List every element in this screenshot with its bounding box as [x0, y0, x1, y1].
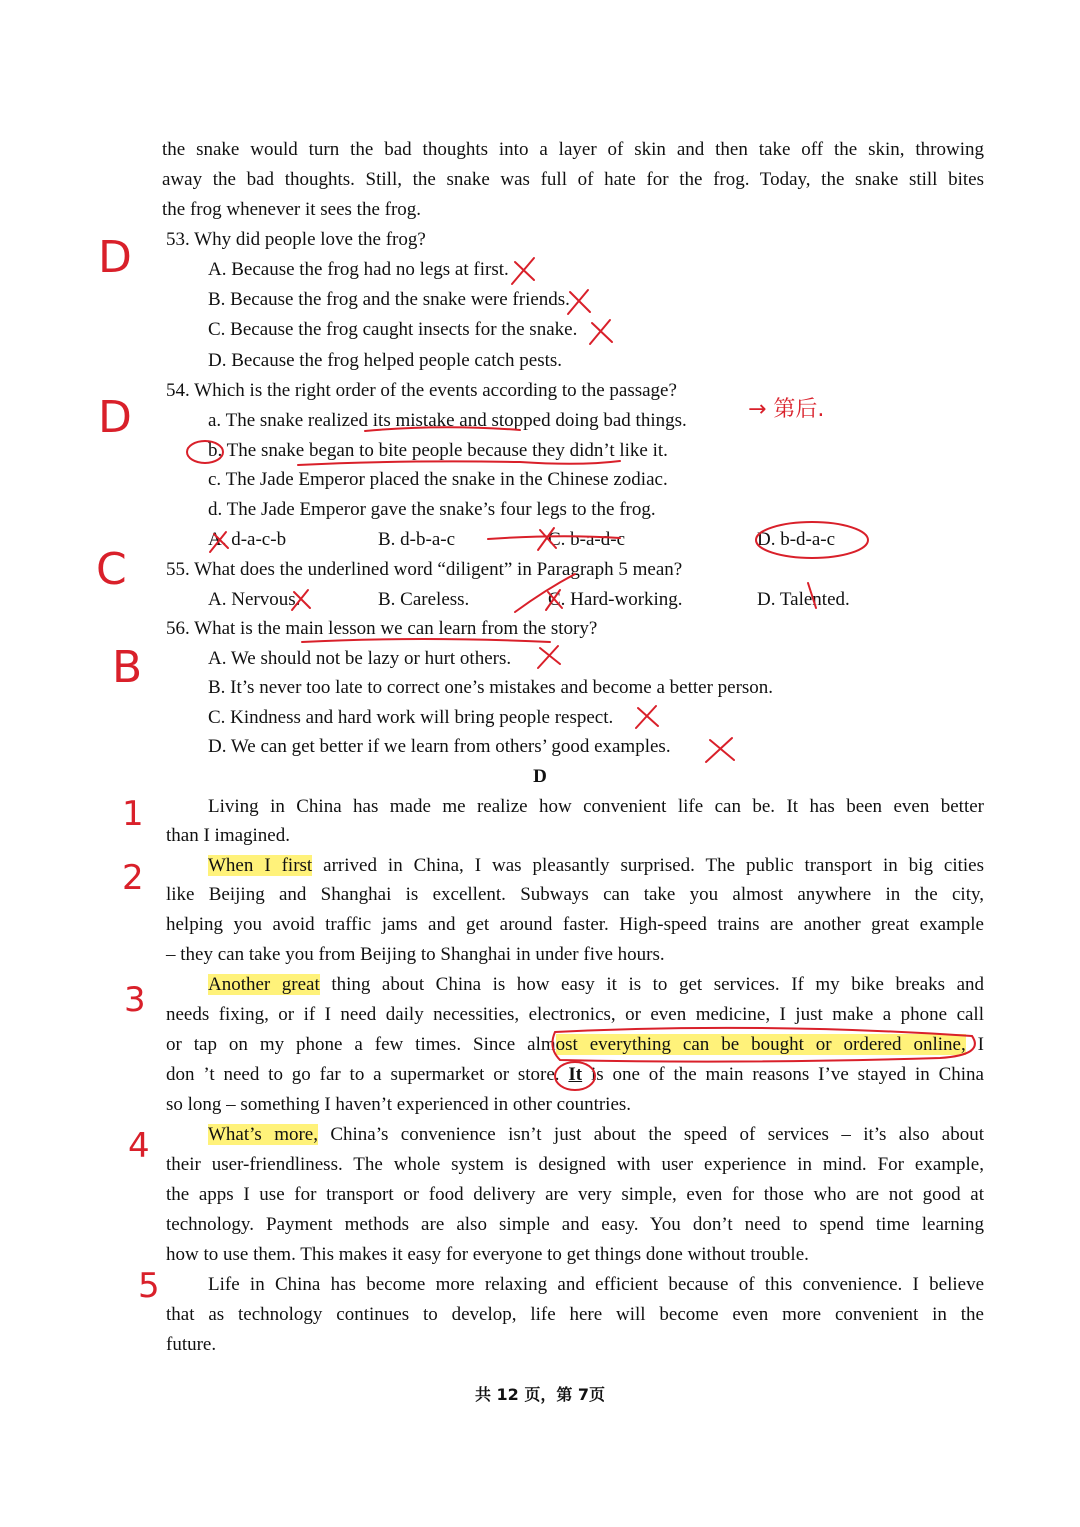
handwritten-answer-55: C [96, 544, 127, 595]
passage-d-line: Life in China has become more relaxing and efficient because of this convenience. I believe [208, 1274, 984, 1295]
section-title: D [533, 766, 547, 787]
passage-d-line: how to use them. This makes it easy for everyone to get things done without trouble. [166, 1244, 809, 1265]
q55-option-d: D. Talented. [757, 589, 850, 610]
handwritten-para-3: 3 [124, 980, 146, 1020]
highlighted-phrase: When I first [208, 855, 313, 876]
q53-option-b: B. Because the frog and the snake were friends. [208, 289, 570, 310]
question-53-stem: 53. Why did people love the frog? [166, 229, 426, 250]
underlined-word-it: It [568, 1064, 583, 1085]
highlighted-phrase: Another great [208, 974, 320, 995]
passage-d-line: the apps I use for transport or food delivery are very simple, even for those who are not good at [166, 1184, 984, 1205]
cross-mark [636, 706, 658, 728]
handwritten-para-4: 4 [128, 1126, 150, 1166]
question-55-stem: 55. What does the underlined word “diligent” in Paragraph 5 mean? [166, 559, 683, 580]
passage-d-line: needs fixing, or if I need daily necessities, electronics, or even medicine, I just make a phone call [166, 1004, 984, 1025]
passage-d-line: so long – something I haven’t experienced in other countries. [166, 1094, 632, 1115]
q54-option-c: C. b-a-d-c [548, 529, 626, 550]
cross-mark [590, 320, 612, 344]
q54-option-b: B. d-b-a-c [378, 529, 456, 550]
passage-d-line: their user-friendliness. The whole system is designed with user experience in mind. For example, [166, 1154, 984, 1175]
q53-option-d: D. Because the frog helped people catch pests. [208, 350, 563, 371]
q54-event-d: d. The Jade Emperor gave the snake’s four legs to the frog. [208, 499, 656, 520]
q53-option-c: C. Because the frog caught insects for the snake. [208, 319, 578, 340]
page-footer: 共 12 页，第 7页 [474, 1385, 606, 1404]
highlighted-phrase: What’s more, [208, 1124, 318, 1145]
handwritten-para-1: 1 [122, 794, 144, 834]
passage-d-line: than I imagined. [166, 825, 290, 846]
q56-option-c: C. Kindness and hard work will bring people respect. [208, 707, 614, 728]
q56-option-d: D. We can get better if we learn from others’ good examples. [208, 736, 671, 757]
passage-d-line: future. [166, 1334, 217, 1355]
q55-option-c: C. Hard-working. [548, 589, 683, 610]
q53-option-a: A. Because the frog had no legs at first. [208, 259, 509, 280]
cross-mark [538, 646, 560, 668]
q55-option-a: A. Nervous. [208, 589, 301, 610]
passage-d-line: don ’t need to go far to a supermarket or store. It is one of the main reasons I’ve stayed in China [166, 1064, 984, 1085]
passage-d-line: helping you avoid traffic jams and get around faster. High-speed trains are another great example [166, 914, 984, 935]
passage-d-line: or tap on my phone a few times. Since almost everything can be bought or ordered online, I [166, 1034, 984, 1055]
handwritten-para-5: 5 [138, 1266, 160, 1306]
passage-d-line: Another great thing about China is how easy it is to get services. If my bike breaks and [208, 974, 985, 995]
cross-mark [568, 290, 590, 314]
passage-d-line: technology. Payment methods are also simple and easy. You don’t need to spend time learning [166, 1214, 984, 1235]
highlighted-phrase: ost everything can be bought or ordered online, [555, 1034, 966, 1055]
handwritten-answer-56: B [112, 642, 143, 693]
handwritten-note-54: → 第后. [748, 397, 825, 422]
passage-d-line: like Beijing and Shanghai is excellent. Subways can take you almost anywhere in the city, [166, 884, 984, 905]
passage-d-line: When I first arrived in China, I was pleasantly surprised. The public transport in big cities [208, 855, 984, 876]
passage-d-line: What’s more, China’s convenience isn’t just about the speed of services – it’s also about [208, 1124, 984, 1145]
q54-event-a: a. The snake realized its mistake and stopped doing bad things. [208, 410, 687, 431]
q56-option-b: B. It’s never too late to correct one’s mistakes and become a better person. [208, 677, 774, 698]
passage-d-line: that as technology continues to develop, life here will become even more convenient in the [166, 1304, 984, 1325]
passage-d-line: Living in China has made me realize how convenient life can be. It has been even better [208, 796, 984, 817]
passage-line: the frog whenever it sees the frog. [162, 199, 422, 220]
handwritten-answer-54: D [98, 392, 132, 443]
handwritten-para-2: 2 [122, 858, 144, 898]
passage-d-line: – they can take you from Beijing to Shanghai in under five hours. [166, 944, 665, 965]
q56-option-a: A. We should not be lazy or hurt others. [208, 648, 512, 669]
handwritten-answer-53: D [98, 232, 132, 283]
cross-mark [706, 738, 734, 762]
passage-line: away the bad thoughts. Still, the snake was full of hate for the frog. Today, the snake still bites [162, 169, 984, 190]
question-56-stem: 56. What is the main lesson we can learn from the story? [166, 618, 598, 639]
q54-event-b: b. The snake began to bite people because they didn’t like it. [208, 440, 668, 461]
q54-option-a: A. d-a-c-b [208, 529, 287, 550]
question-54-stem: 54. Which is the right order of the events according to the passage? [166, 380, 677, 401]
q54-event-c: c. The Jade Emperor placed the snake in the Chinese zodiac. [208, 469, 668, 490]
q54-option-d: D. b-d-a-c [757, 529, 836, 550]
passage-line: the snake would turn the bad thoughts into a layer of skin and then take off the skin, throwing [162, 139, 984, 160]
cross-mark [512, 258, 534, 284]
q55-option-b: B. Careless. [378, 589, 470, 610]
